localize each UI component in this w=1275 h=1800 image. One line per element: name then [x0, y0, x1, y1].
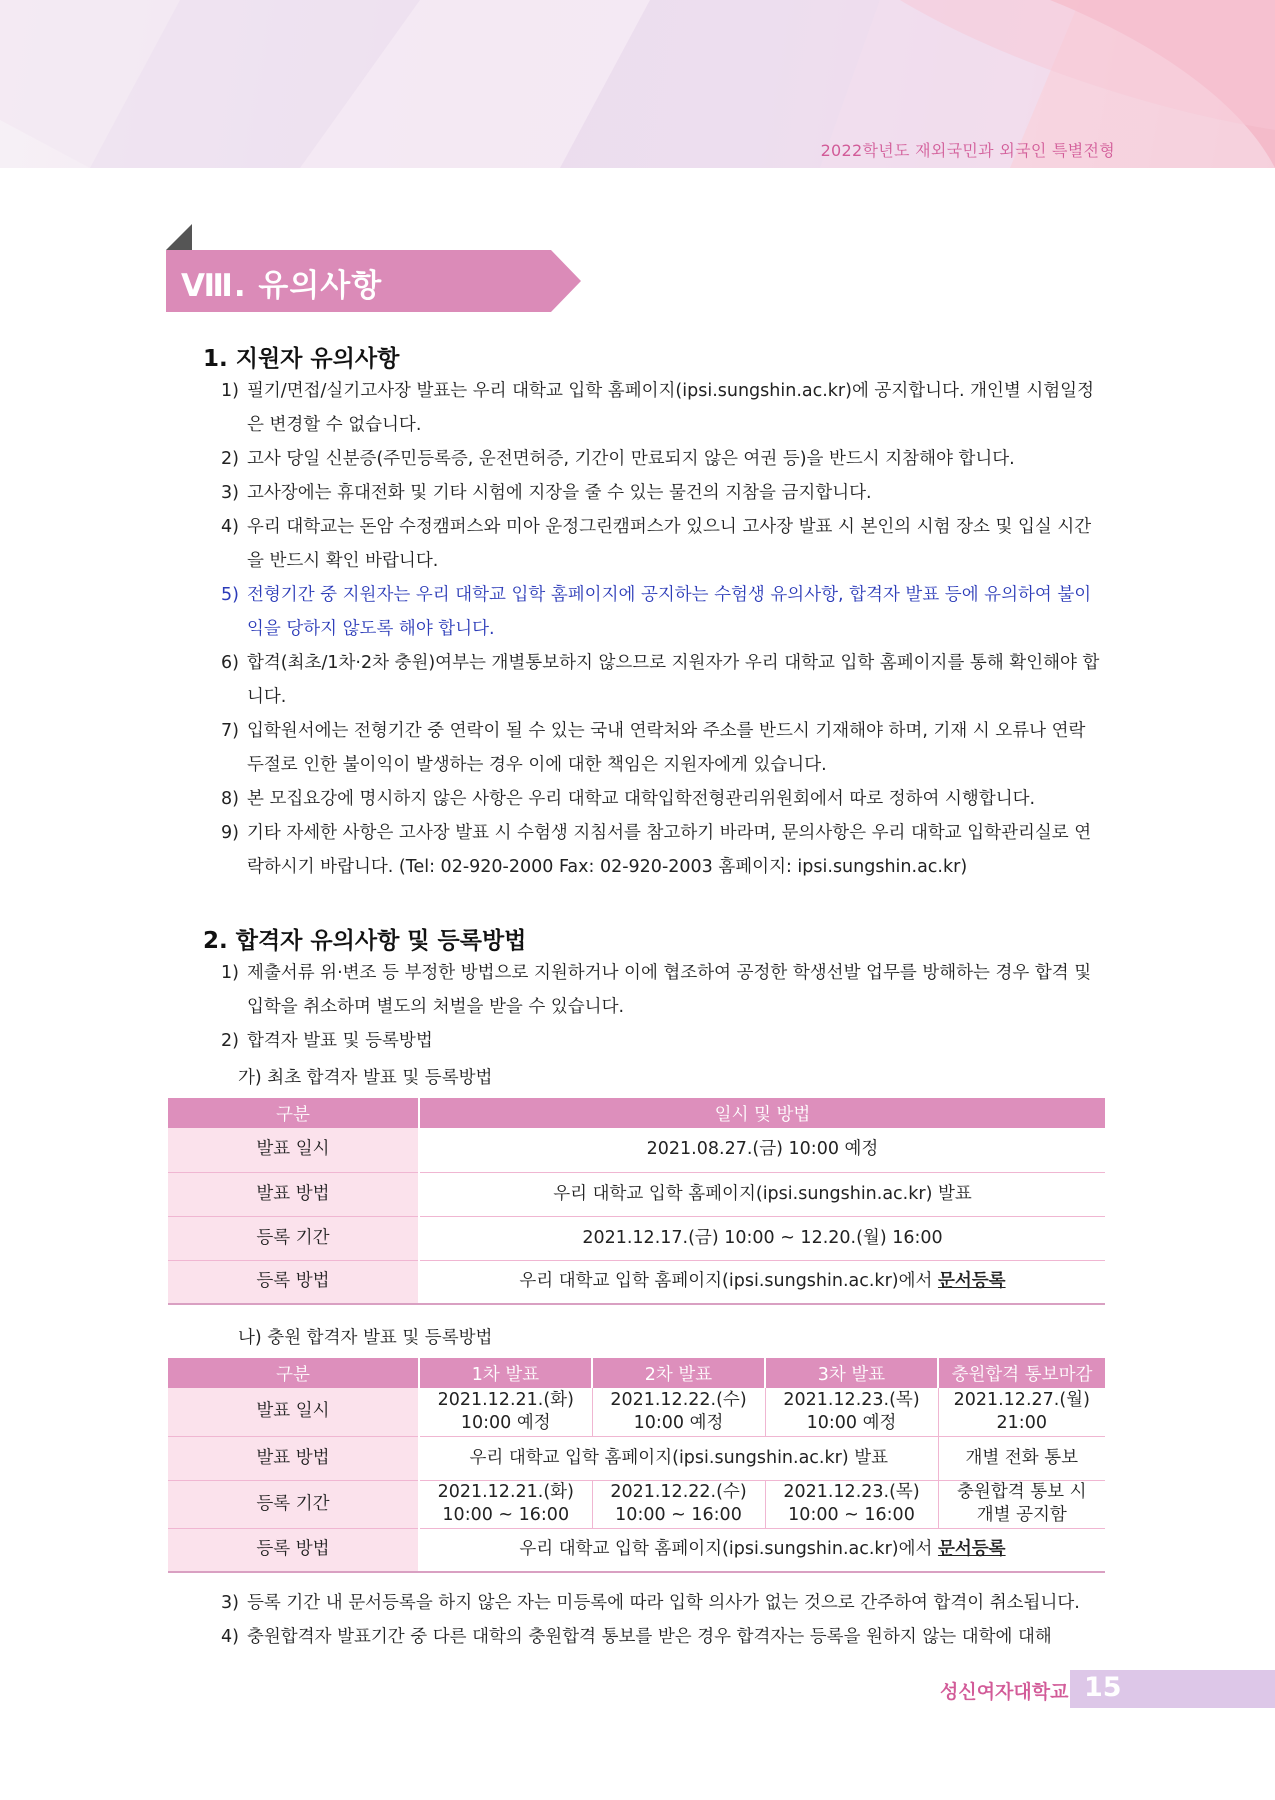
list-item: 3) 고사장에는 휴대전화 및 기타 시험에 지장을 줄 수 있는 물건의 지참을 금지합니다. — [221, 483, 872, 503]
emphasis-text: 문서등록 — [937, 1271, 1006, 1292]
table-header-row — [168, 1098, 1105, 1128]
table-cell-merged: 우리 대학교 입학 홈페이지(ipsi.sungshin.ac.kr) 발표 — [419, 1436, 938, 1480]
row-label: 발표 일시 — [168, 1128, 419, 1172]
table-cell: 2021.12.22.(수) 10:00 예정 — [592, 1388, 765, 1436]
table-header: 1차 발표 — [419, 1358, 592, 1388]
list-item: 4) 충원합격자 발표기간 중 다른 대학의 충원합격 통보를 받은 경우 합격자는 등록을 원하지 않는 대학에 대해 — [221, 1627, 1052, 1647]
part1-heading: 1. 지원자 유의사항 — [203, 346, 400, 372]
table-row — [168, 1216, 1105, 1260]
list-item-highlighted: 5) 전형기간 중 지원자는 우리 대학교 입학 홈페이지에 공지하는 수험생 유의사항, 합격자 발표 등에 유의하여 불이익을 당하지 않도록 해야 합니다. — [221, 585, 1092, 639]
list-item: 1) 제출서류 위·변조 등 부정한 방법으로 지원하거나 이에 협조하여 공정한 학생선발 업무를 방해하는 경우 합격 및 입학을 취소하며 별도의 처벌을 받을 수 있습니다. — [221, 963, 1092, 1017]
page-number-box — [1070, 1670, 1275, 1708]
table-row — [168, 1436, 1105, 1480]
table-row — [168, 1128, 1105, 1172]
row-value: 2021.08.27.(금) 10:00 예정 — [419, 1128, 1105, 1172]
row-label: 발표 일시 — [168, 1388, 419, 1436]
row-value — [419, 1260, 1105, 1304]
table-header-row — [168, 1358, 1105, 1388]
subheading-initial-pass: 가) 최초 합격자 발표 및 등록방법 — [238, 1068, 493, 1088]
row-value: 우리 대학교 입학 홈페이지(ipsi.sungshin.ac.kr) 발표 — [419, 1172, 1105, 1216]
table-header: 구분 — [168, 1358, 419, 1388]
table-cell-merged — [419, 1528, 1105, 1572]
row-label: 발표 방법 — [168, 1436, 419, 1480]
list-item: 9) 기타 자세한 사항은 고사장 발표 시 수험생 지침서를 참고하기 바라며, 문의사항은 우리 대학교 입학관리실로 연락하시기 바랍니다. (Tel: 02-920-2000 Fax: 02-920-2003 홈페이지: ipsi.sungshin.ac.kr) — [221, 823, 1092, 877]
table-cell: 2021.12.21.(화) 10:00 예정 — [419, 1388, 592, 1436]
table-row — [168, 1480, 1105, 1528]
page-number: 15 — [1084, 1672, 1122, 1703]
initial-pass-table — [168, 1098, 1105, 1305]
table-row — [168, 1172, 1105, 1216]
table-header: 충원합격 통보마감 — [938, 1358, 1105, 1388]
list-item: 6) 합격(최초/1차·2차 충원)여부는 개별통보하지 않으므로 지원자가 우리 대학교 입학 홈페이지를 통해 확인해야 합니다. — [221, 653, 1100, 707]
table-row — [168, 1388, 1105, 1436]
subheading-supplementary-pass: 나) 충원 합격자 발표 및 등록방법 — [238, 1328, 493, 1348]
row-label: 등록 방법 — [168, 1260, 419, 1304]
part2-heading: 2. 합격자 유의사항 및 등록방법 — [203, 928, 527, 954]
list-item: 3) 등록 기간 내 문서등록을 하지 않은 자는 미등록에 따라 입학 의사가 없는 것으로 간주하여 합격이 취소됩니다. — [221, 1593, 1080, 1613]
row-label: 발표 방법 — [168, 1172, 419, 1216]
section-title: Ⅷ. 유의사항 — [181, 268, 383, 304]
list-item: 1) 필기/면접/실기고사장 발표는 우리 대학교 입학 홈페이지(ipsi.sungshin.ac.kr)에 공지합니다. 개인별 시험일정은 변경할 수 없습니다. — [221, 381, 1094, 435]
header-banner — [0, 0, 1275, 168]
table-cell: 2021.12.23.(목) 10:00 ~ 16:00 — [765, 1480, 938, 1528]
list-item: 4) 우리 대학교는 돈암 수정캠퍼스와 미아 운정그린캠퍼스가 있으니 고사장 발표 시 본인의 시험 장소 및 입실 시간을 반드시 확인 바랍니다. — [221, 517, 1092, 571]
table-row — [168, 1528, 1105, 1572]
table-header: 2차 발표 — [592, 1358, 765, 1388]
section-tab-decoration — [166, 224, 192, 250]
list-item: 7) 입학원서에는 전형기간 중 연락이 될 수 있는 국내 연락처와 주소를 반드시 기재해야 하며, 기재 시 오류나 연락 두절로 인한 불이익이 발생하는 경우 이에 대한 책임은 지원자에게 있습니다. — [221, 721, 1086, 775]
table-cell: 충원합격 통보 시 개별 공지함 — [938, 1480, 1105, 1528]
row-value-text: 우리 대학교 입학 홈페이지(ipsi.sungshin.ac.kr)에서 — [519, 1271, 938, 1292]
emphasis-text: 문서등록 — [937, 1539, 1006, 1560]
table-header: 일시 및 방법 — [419, 1098, 1105, 1128]
table-cell: 2021.12.21.(화) 10:00 ~ 16:00 — [419, 1480, 592, 1528]
row-value: 2021.12.17.(금) 10:00 ~ 12.20.(월) 16:00 — [419, 1216, 1105, 1260]
footer-university-name: 성신여자대학교 — [940, 1681, 1069, 1703]
supplementary-pass-table — [168, 1358, 1105, 1573]
row-label: 등록 기간 — [168, 1216, 419, 1260]
list-item: 2) 합격자 발표 및 등록방법 — [221, 1031, 433, 1051]
table-header: 3차 발표 — [765, 1358, 938, 1388]
row-label: 등록 기간 — [168, 1480, 419, 1528]
table-cell: 2021.12.22.(수) 10:00 ~ 16:00 — [592, 1480, 765, 1528]
table-cell: 2021.12.23.(목) 10:00 예정 — [765, 1388, 938, 1436]
row-value-text: 우리 대학교 입학 홈페이지(ipsi.sungshin.ac.kr)에서 — [519, 1539, 938, 1560]
table-cell: 2021.12.27.(월) 21:00 — [938, 1388, 1105, 1436]
table-cell: 개별 전화 통보 — [938, 1436, 1105, 1480]
list-item: 2) 고사 당일 신분증(주민등록증, 운전면허증, 기간이 만료되지 않은 여권 등)을 반드시 지참해야 합니다. — [221, 449, 1015, 469]
header-title: 2022학년도 재외국민과 외국인 특별전형 — [820, 141, 1115, 160]
table-header: 구분 — [168, 1098, 419, 1128]
row-label: 등록 방법 — [168, 1528, 419, 1572]
table-row — [168, 1260, 1105, 1304]
list-item: 8) 본 모집요강에 명시하지 않은 사항은 우리 대학교 대학입학전형관리위원회에서 따로 정하여 시행합니다. — [221, 789, 1036, 809]
